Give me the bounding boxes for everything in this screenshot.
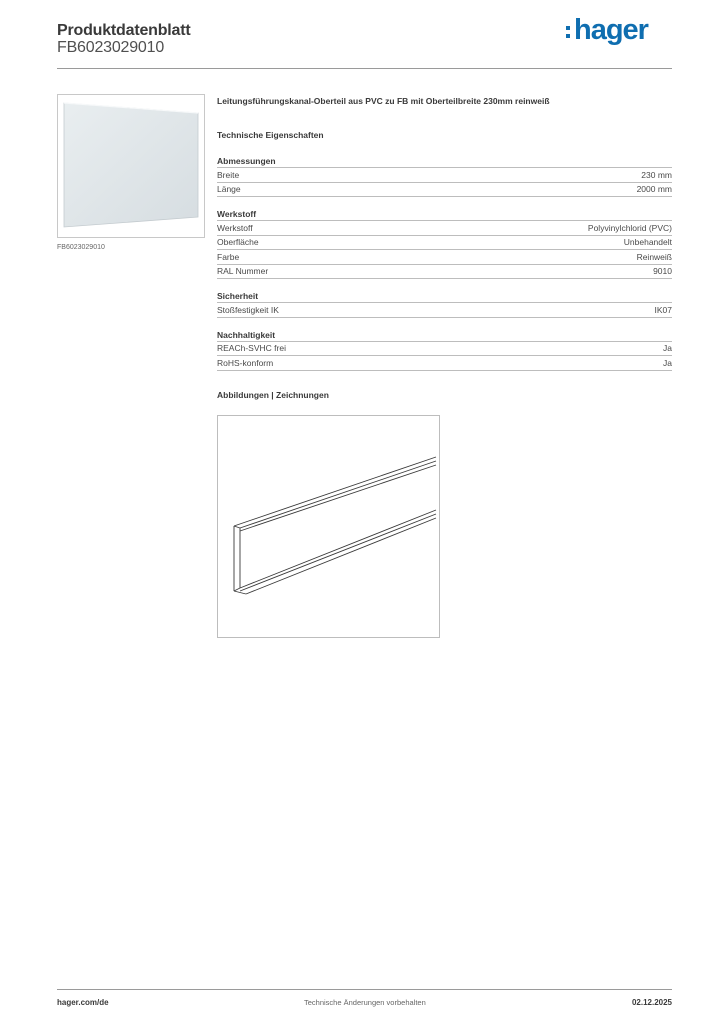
property-label: RoHS-konform [217,357,274,368]
group-title: Abmessungen [217,156,672,168]
property-row [217,303,672,318]
property-value: IK07 [654,304,672,315]
property-value: 2000 mm [636,184,672,195]
group-dimensions [217,156,672,197]
group-material [217,209,672,279]
group-title: Sicherheit [217,291,672,303]
property-label: Oberfläche [217,237,259,248]
group-safety [217,291,672,318]
properties-heading: Technische Eigenschaften [217,130,324,140]
product-content [217,96,672,404]
property-label: Breite [217,169,240,180]
property-label: REACh-SVHC frei [217,343,286,354]
technical-drawing [217,415,440,638]
property-row [217,250,672,265]
property-value: Polyvinylchlorid (PVC) [587,222,672,233]
logo-text: hager [574,14,648,46]
property-value: Reinweiß [636,251,672,262]
hager-logo [566,14,666,48]
thumbnail-caption: FB6023029010 [57,244,105,251]
property-label: Länge [217,184,241,195]
property-value: Unbehandelt [623,237,672,248]
property-row [217,236,672,251]
group-title: Werkstoff [217,209,672,221]
footer-divider [57,989,672,990]
property-label: RAL Nummer [217,266,269,277]
property-label: Stoßfestigkeit IK [217,304,279,315]
property-value: Ja [663,357,672,368]
group-title: Nachhaltigkeit [217,330,672,342]
property-value: 9010 [653,266,672,277]
property-label: Werkstoff [217,222,253,233]
property-row [217,221,672,236]
product-thumbnail [57,94,205,238]
property-row [217,356,672,371]
property-label: Farbe [217,251,240,262]
product-panel-image [58,95,204,237]
property-row [217,342,672,357]
product-code: FB6023029010 [57,39,165,56]
property-value: Ja [663,343,672,354]
group-sustainability [217,330,672,371]
property-value: 230 mm [641,169,672,180]
drawings-heading: Abbildungen | Zeichnungen [217,389,329,400]
footer-notice: Technische Änderungen vorbehalten [304,998,426,1007]
logo-dots-icon [566,26,571,42]
property-row [217,265,672,280]
page-title: Produktdatenblatt [57,22,191,39]
footer-date: 02.12.2025 [631,998,672,1007]
footer-website-link[interactable]: hager.com/de [57,998,109,1007]
channel-cover-drawing [218,416,439,637]
property-row [217,168,672,183]
product-description: Leitungsführungskanal-Oberteil aus PVC zu FB mit Oberteilbreite 230mm reinweiß [217,96,550,106]
header-divider [57,68,672,69]
property-row [217,183,672,198]
